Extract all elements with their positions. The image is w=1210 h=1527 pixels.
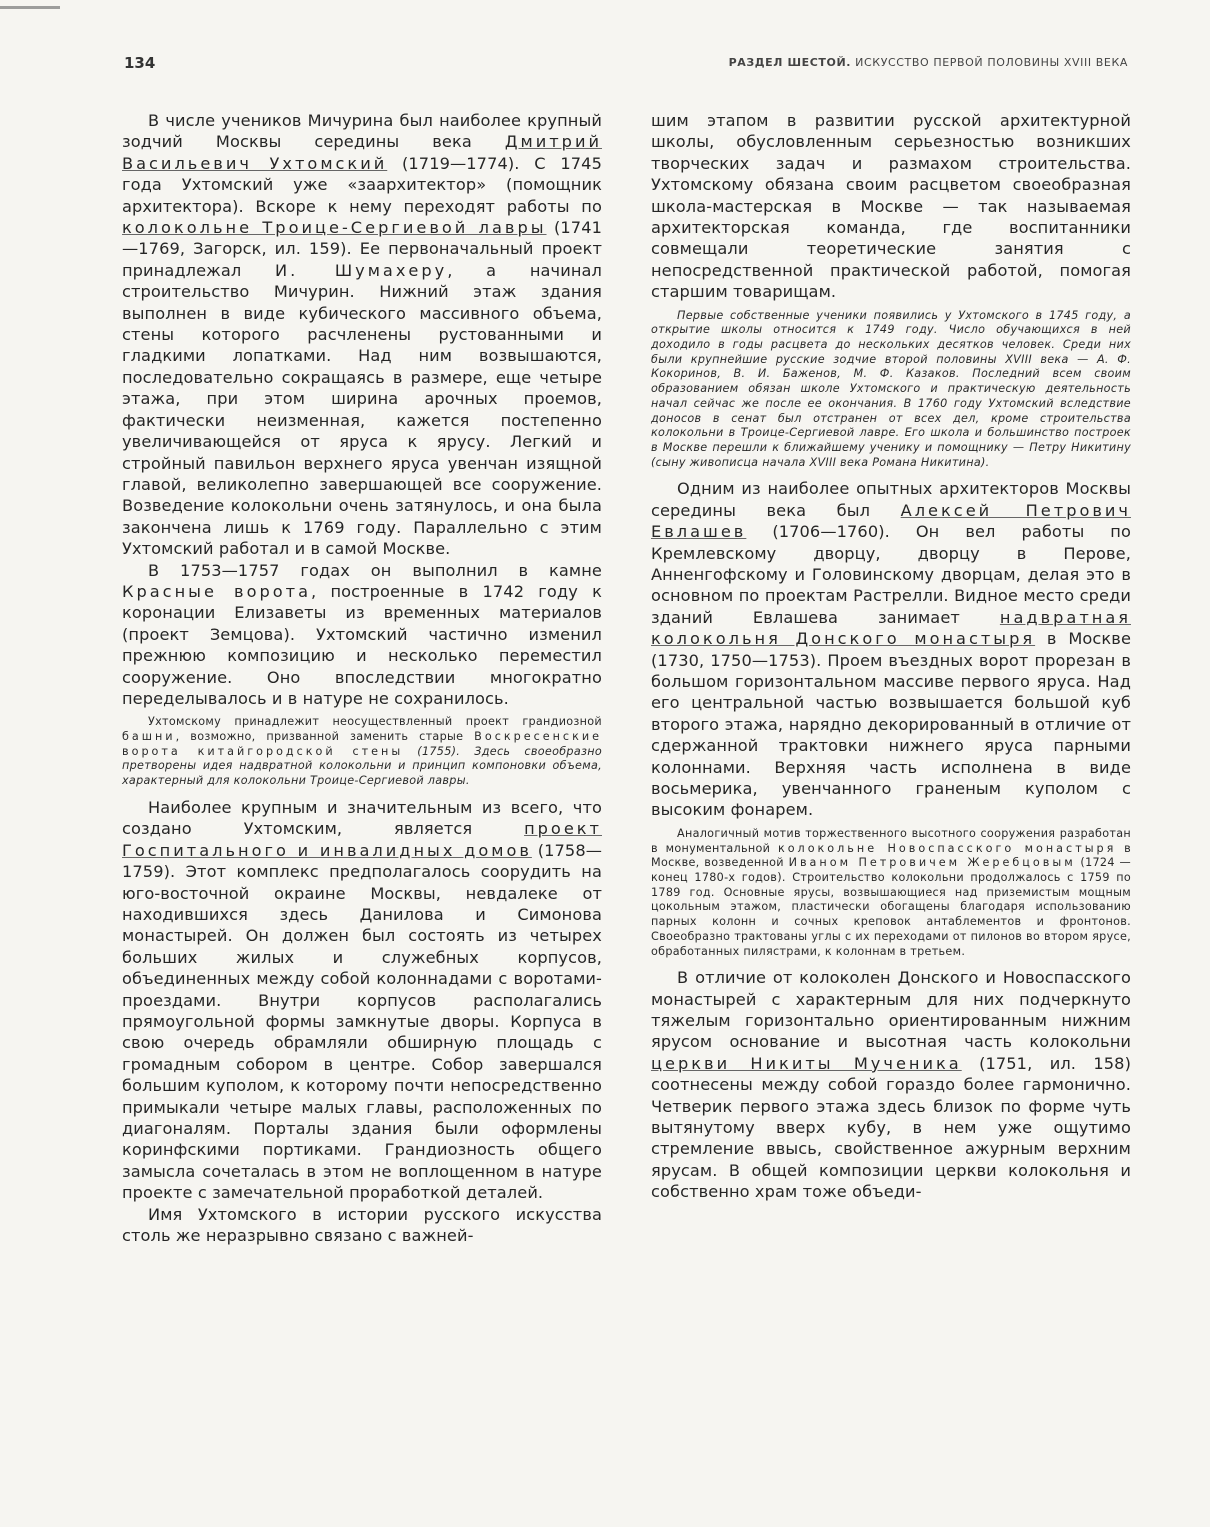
scan-edge-mark: [0, 6, 60, 9]
left-column: [122, 110, 602, 1246]
left-paragraph-3: Наиболее крупным и значительным из всего, что создано Ухтомским, является проект Госпитального и инвалидных домов (1758—1759). Этот комплекс предполагалось соорудить на юго-восточной окраине Москвы, невдалеке от находившихся здесь Данилова и Симонова монастырей. Он должен был состоять из четырех больших жилых и служебных корпусов, объединенных между собой колоннадами с воротами-проездами. Внутри корпусов располагались прямоугольной формы замкнутые дворы. Корпуса в свою очередь обрамляли обширную площадь с громадным собором в центре. Собор завершался большим куполом, к которому почти непосредственно примыкали четыре малых главы, расположенных по диагоналям. Порталы здания были оформлены коринфскими портиками. Грандиозность общего замысла сочеталась в этом не воплощенном в натуре проекте с замечательной проработкой деталей.: [122, 797, 603, 1203]
right-paragraph-2: Одним из наиболее опытных архитекторов Москвы середины века был Алексей Петрович Евлашев (1706—1760). Он вел работы по Кремлевскому дворцу, дворцу в Перове, Анненгофскому и Головинскому дворцам, делая это в основном по проектам Растрелли. Видное место среди зданий Евлашева занимает надвратная колокольня Донского монастыря в Москве (1730, 1750—1753). Проем въездных ворот прорезан в большом горизонтальном массиве первого яруса. Над его центральной частью возвышается большой куб второго этажа, нарядно декорированный в отличие от сдержанной трактовки нижнего яруса парными колоннами. Верхняя часть исполнена в виде восьмерика, увенчанного граненым куполом с высоким фонарем.: [651, 479, 1132, 820]
building-name: Красные ворота: [122, 581, 311, 601]
building-name: церкви Никиты Мученика: [651, 1053, 962, 1073]
running-header: [729, 56, 1128, 69]
right-paragraph-3: В отличие от колоколен Донского и Новоспасского монастырей с характерным для них подчеркнуто тяжелым горизонтально ориентированным нижним ярусом основание и высотная часть колокольни церкви Никиты Мученика (1751, ил. 158) соотнесены между собой гораздо более гармонично. Четверик первого этажа здесь близок по форме чуть вытянутому вверх кубу, в нем уже ощутимо стремление ввысь, свойственное ажурным верхним ярусам. В общей композиции церкви колокольня и собственно храм тоже объеди-: [651, 968, 1131, 1202]
right-column: [651, 110, 1131, 1203]
person-name: И. Шумахеру: [275, 260, 448, 280]
building-name: Воскресенские ворота китайгородской стены: [122, 730, 602, 758]
running-header-title: ИСКУССТВО ПЕРВОЙ ПОЛОВИНЫ XVIII ВЕКА: [855, 56, 1128, 69]
left-footnote: Ухтомскому принадлежит неосуществленный проект грандиозной башни, возможно, призванной заменить старые Воскресенские ворота китайгородской стены (1755). Здесь своеобразно претворены идея надвратной колокольни и принцип компоновки объема, характерный для колокольни Троице-Сергиевой лавры.: [122, 715, 602, 788]
architect-name: Алексей Петрович Евлашев: [651, 500, 1131, 542]
architect-name: Дмитрий Васильевич Ухтомский: [122, 132, 602, 173]
left-paragraph-1: В числе учеников Мичурина был наиболее крупный зодчий Москвы середины века Дмитрий Васильевич Ухтомский (1719—1774). С 1745 года Ухтомский уже «заархитектор» (помощник архитектора). Вскоре к нему переходят работы по колокольне Троице-Сергиевой лавры (1741—1769, Загорск, ил. 159). Ее первоначальный проект принадлежал И. Шумахеру, а начинал строительство Мичурин. Нижний этаж здания выполнен в виде кубического массивного объема, стены которого расчленены рустованными и гладкими лопатками. Над ним возвышаются, последовательно сокращаясь в размере, еще четыре этажа, при этом ширина арочных проемов, фактически неизменная, кажется постепенно увеличивающейся от яруса к ярусу. Легкий и стройный павильон верхнего яруса увенчан изящной главой, великолепно завершающей все сооружение. Возведение колокольни очень затянулось, и она была закончена лишь к 1769 году. Параллельно с этим Ухтомский работал и в самой Москве.: [122, 111, 602, 559]
building-name: колокольне Новоспасского монастыря: [777, 841, 1117, 855]
building-name: башни: [122, 730, 176, 744]
person-name: Иваном Петровичем Жеребцовым: [788, 856, 1076, 870]
building-name: проект Госпитального и инвалидных домов: [122, 819, 602, 860]
page-number: 134: [124, 54, 156, 72]
right-footnote-1: Первые собственные ученики появились у Ухтомского в 1745 году, а открытие школы относится к 1749 году. Число обучающихся в ней доходило в годы расцвета до нескольких десятков человек. Среди них были крупнейшие русские зодчие второй половины XVIII века — А. Ф. Кокоринов, В. И. Баженов, М. Ф. Казаков. Последний всем своим образованием обязан школе Ухтомского и практическую деятельность начал сейчас же после ее окончания. В 1760 году Ухтомский вследствие доносов в сенат был отстранен от всех дел, кроме строительства колокольни в Троице-Сергиевой лавре. Его школа и большинство построек в Москве перешли к ближайшему ученику и помощнику — Петру Никитину (сыну живописца начала XVIII века Романа Никитина).: [651, 308, 1131, 469]
running-header-section: РАЗДЕЛ ШЕСТОЙ.: [728, 56, 852, 69]
building-name: колокольне Троице-Сергиевой лавры: [122, 218, 547, 238]
right-footnote-2: Аналогичный мотив торжественного высотного сооружения разработан в монументальной колокольне Новоспасского монастыря в Москве, возведенной Иваном Петровичем Жеребцовым (1724 — конец 1780-х годов). Строительство колокольни продолжалось с 1759 по 1789 год. Основные ярусы, возвышающиеся над приземистым мощным цокольным этажом, пластически обогащены благодаря использованию парных колонн и сочных креповок антаблементов и фронтонов. Своеобразно трактованы углы с их переходами от пилонов во втором ярусе, обработанных пилястрами, к колоннам в третьем.: [651, 826, 1131, 958]
right-paragraph-1: шим этапом в развитии русской архитектурной школы, обусловленным серьезностью возникших творческих задач и размахом строительства. Ухтомскому обязана своим расцветом своеобразная школа-мастерская в Москве — так называемая архитекторская команда, где воспитанники совмещали теоретические занятия с непосредственной практической работой, помогая старшим товарищам.: [651, 111, 1131, 302]
building-name: надвратная колокольня Донского монастыря: [651, 607, 1131, 649]
left-paragraph-4: Имя Ухтомского в истории русского искусства столь же неразрывно связано с важней-: [122, 1204, 602, 1246]
left-paragraph-2: В 1753—1757 годах он выполнил в камне Красные ворота, построенные в 1742 году к коронации Елизаветы из временных материалов (проект Земцова). Ухтомский частично изменил прежнюю композицию и несколько переместил сооружение. Оно впоследствии многократно переделывалось и в натуре не сохранилось.: [122, 560, 602, 708]
